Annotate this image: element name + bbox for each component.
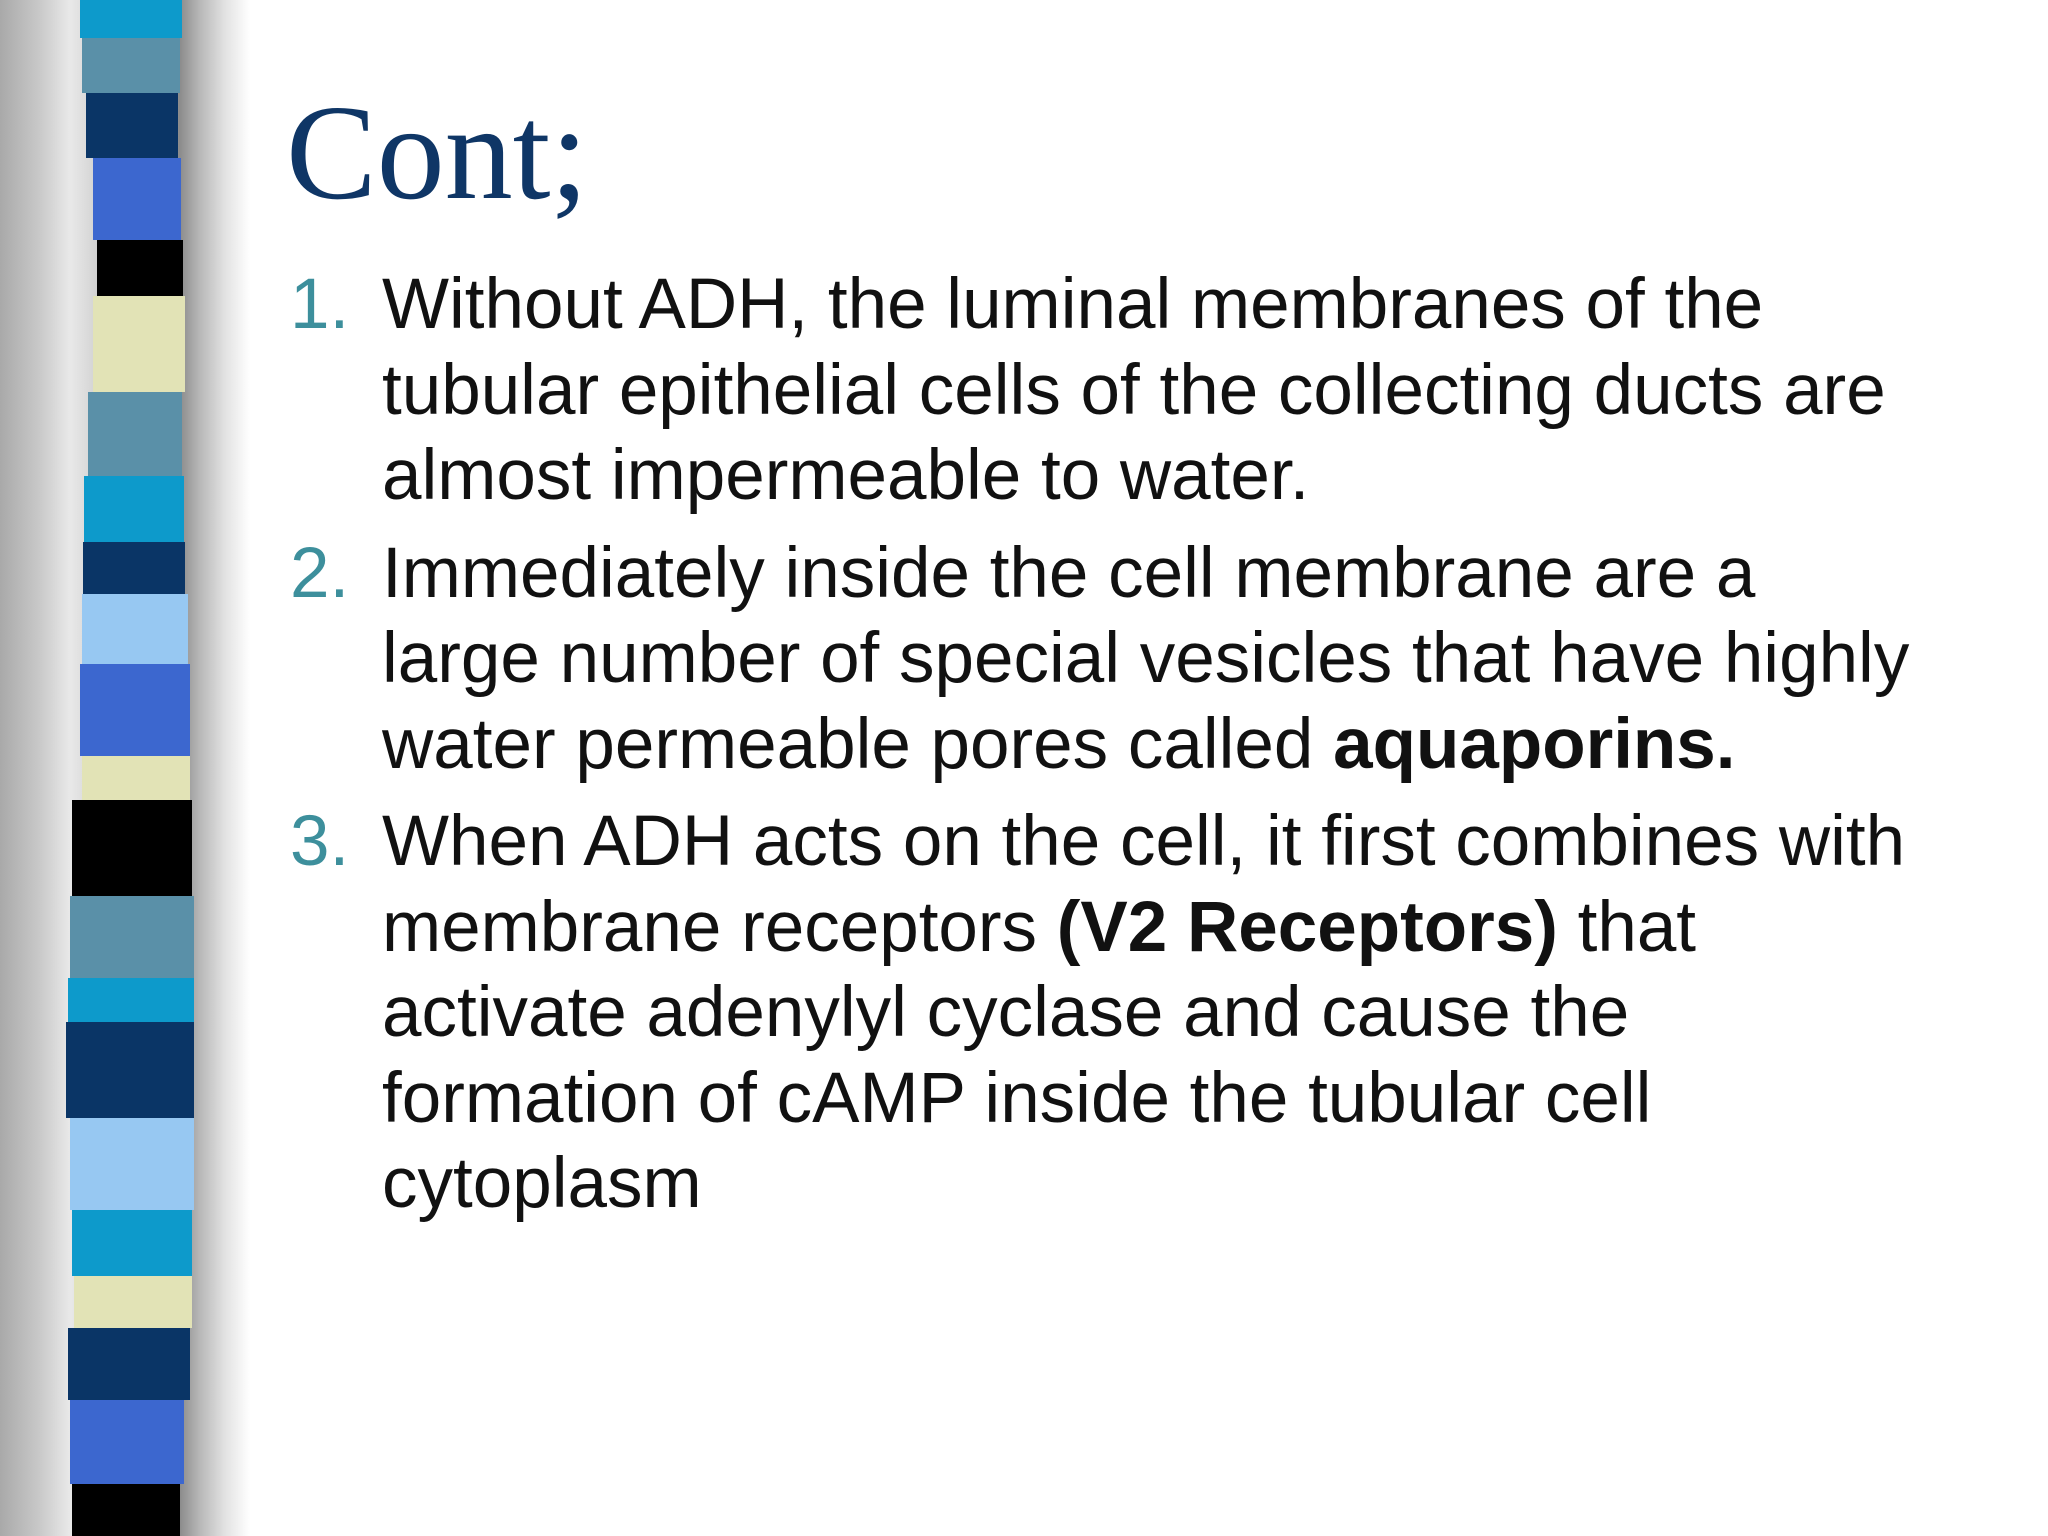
list-item-1 (290, 262, 1930, 519)
color-strip-segment (72, 800, 192, 896)
color-strip-segment (70, 896, 194, 978)
color-strip-segment (88, 392, 182, 476)
text-bold-term: aquaporins. (1333, 704, 1736, 784)
color-strip-segment (72, 1484, 180, 1536)
text-regular: that activate adenylyl cyclase and cause the formation of cAMP inside the tubular cell cytoplasm (382, 887, 1697, 1223)
color-strip-segment (80, 664, 190, 756)
color-strip-segment (68, 978, 194, 1022)
list-item-text (382, 802, 1905, 1223)
text-regular: Immediately inside the cell membrane are a large number of special vesicles that have highly water permeable pores called (382, 533, 1910, 784)
color-strip-segment (84, 476, 184, 542)
list-number: 1. (290, 265, 350, 344)
color-strip-segment (80, 0, 182, 38)
color-strip-segment (74, 1276, 192, 1328)
text-regular: When ADH acts on the cell, it first combines with membrane receptors (382, 802, 1906, 967)
color-strip-segment (72, 1210, 192, 1276)
color-strip-segment (82, 756, 190, 800)
color-strip-segment (86, 93, 178, 158)
list-number: 2. (290, 533, 350, 613)
color-strip-segment (70, 1118, 194, 1210)
color-strip-segment (93, 296, 185, 392)
list-number: 3. (290, 802, 350, 881)
list-item-3 (290, 799, 1930, 1227)
list-item-text (382, 534, 1909, 784)
decorative-color-strip (0, 0, 250, 1536)
color-strip-segment (97, 240, 183, 296)
color-strip-segment (83, 542, 185, 594)
list-item-text: Without ADH, the luminal membranes of the tubular epithelial cells of the collecting ducts are almost impermeable to water. (382, 265, 1886, 515)
slide-title: Cont; (286, 78, 589, 228)
list-item-2 (290, 531, 1930, 788)
text-bold-term: (V2 Receptors) (1056, 887, 1558, 967)
color-strip-segment (70, 1400, 184, 1484)
color-strip-segment (66, 1022, 194, 1118)
color-strip-segment (82, 594, 188, 664)
content-list (290, 262, 1930, 1239)
color-strip-segment (82, 38, 180, 93)
color-strip-segment (93, 158, 181, 240)
color-strip-segment (68, 1328, 190, 1400)
